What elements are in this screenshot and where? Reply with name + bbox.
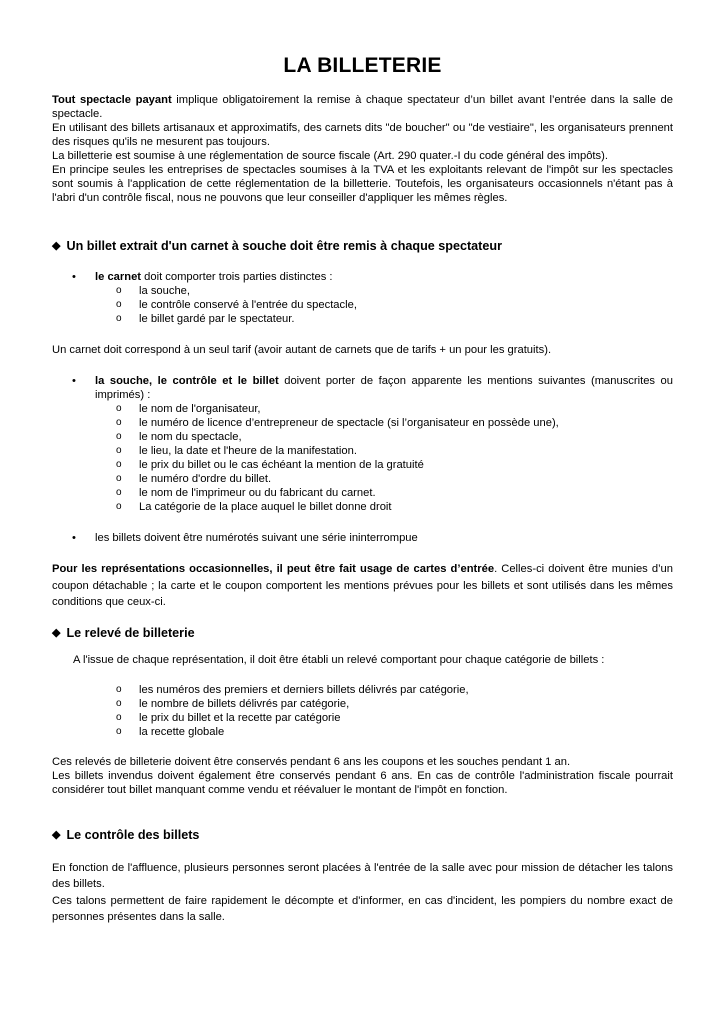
circle-bullet-icon: o <box>116 711 122 723</box>
circle-bullet-icon: o <box>116 299 122 310</box>
list-item-text: le nombre de billets délivrés par catégorie, <box>139 697 350 710</box>
bullet-dot-icon: • <box>72 375 76 387</box>
bullet-bold: la souche, le contrôle et le billet <box>95 375 279 387</box>
bullet-numerotation <box>52 531 673 545</box>
intro-paragraph-3: La billetterie est soumise à une réglementation de source fiscale (Art. 290 quater.-I du code général des impôts). <box>52 150 608 162</box>
circle-bullet-icon: o <box>116 459 122 470</box>
circle-bullet-icon: o <box>116 683 122 695</box>
list-item-text: le lieu, la date et l'heure de la manifestation. <box>139 445 357 457</box>
mentions-list <box>52 402 673 514</box>
controle-paragraph-2: Ces talons permettent de faire rapidement le décompte et d'informer, en cas d'incident, les pompiers du nombre exact de personnes présentes dans la salle. <box>52 894 673 923</box>
list-item-text: le numéro d'ordre du billet. <box>139 473 272 485</box>
bullet-dot-icon: • <box>72 271 76 283</box>
list-item <box>116 416 673 430</box>
list-item <box>116 472 673 486</box>
releve-lead: A l'issue de chaque représentation, il doit être établi un relevé comportant pour chaque catégorie de billets : <box>73 653 605 666</box>
list-item <box>116 711 673 725</box>
intro-bold-lead: Tout spectacle payant <box>52 94 172 106</box>
circle-bullet-icon: o <box>116 725 122 737</box>
list-item-text: le prix du billet ou le cas échéant la mention de la gratuité <box>139 459 424 471</box>
occasional-paragraph <box>52 561 673 611</box>
intro-paragraph-4: En principe seules les entreprises de spectacles soumises à la TVA et les exploitants relevant de l'impôt sur les spectacles sont soumis à l'application de cette réglementation de la billetterie. Toutefois, les organisateurs occasionnels n'étant pas à l'abri d'un contrôle fiscal, nous ne pouvons que leur conseiller d'appliquer les mêmes règles. <box>52 164 673 204</box>
intro-block <box>52 93 673 205</box>
list-item-text: le contrôle conservé à l'entrée du spectacle, <box>139 299 357 311</box>
bullet-text: les billets doivent être numérotés suivant une série ininterrompue <box>95 532 418 544</box>
occasional-rest: . Celles-ci doivent être munies d’un coupon détachable ; la carte et le coupon comportent les mentions prévues pour les billets et sont utilisés dans les mêmes conditions que ceux-ci. <box>52 563 673 608</box>
intro-paragraph-2: En utilisant des billets artisanaux et approximatifs, des carnets dits "de boucher" ou "de vestiaire", les organisateurs prennent des risques qu'ils ne mesurent pas toujours. <box>52 122 673 148</box>
list-item <box>116 284 673 298</box>
document-page <box>52 0 673 926</box>
list-item <box>116 430 673 444</box>
section-heading-carnet <box>52 238 673 254</box>
carnet-note: Un carnet doit correspond à un seul tarif (avoir autant de carnets que de tarifs + un pour les gratuits). <box>52 344 552 356</box>
list-item-text: le nom du spectacle, <box>139 431 242 443</box>
section-heading-controle <box>52 827 673 843</box>
list-item <box>116 444 673 458</box>
section-heading-text: Le contrôle des billets <box>66 827 200 842</box>
releve-paragraph-1: Ces relevés de billeterie doivent être conservés pendant 6 ans les coupons et les souches pendant 1 an. <box>52 755 571 768</box>
circle-bullet-icon: o <box>116 431 122 442</box>
bullet-mentions <box>52 374 673 402</box>
circle-bullet-icon: o <box>116 403 122 414</box>
list-item <box>116 683 673 697</box>
circle-bullet-icon: o <box>116 697 122 709</box>
intro-p1-rest: implique obligatoirement la remise à chaque spectateur d’un billet avant l’entrée dans la salle de spectacle. <box>52 94 673 120</box>
list-item <box>116 312 673 326</box>
bullet-text: doivent porter de façon apparente les mentions suivantes (manuscrites ou imprimés) : <box>95 375 673 401</box>
circle-bullet-icon: o <box>116 487 122 498</box>
releve-paragraph-2: Les billets invendus doivent également être conservés pendant 6 ans. En cas de contrôle l'administration fiscale pourrait considérer tout billet manquant comme vendu et réévaluer le montant de l'impôt en fonction. <box>52 769 673 796</box>
circle-bullet-icon: o <box>116 285 122 296</box>
list-item-text: la recette globale <box>139 725 225 738</box>
occasional-bold: Pour les représentations occasionnelles, il peut être fait usage de cartes d’entrée <box>52 563 495 575</box>
intro-paragraph-1 <box>52 93 673 121</box>
list-item <box>116 486 673 500</box>
circle-bullet-icon: o <box>116 313 122 324</box>
circle-bullet-icon: o <box>116 445 122 456</box>
list-item-text: le nom de l'organisateur, <box>139 403 261 415</box>
bullet-dot-icon: • <box>72 532 76 544</box>
list-item-text: La catégorie de la place auquel le billet donne droit <box>139 501 392 513</box>
circle-bullet-icon: o <box>116 473 122 484</box>
list-item <box>116 402 673 416</box>
section-heading-text: Le relevé de billeterie <box>66 625 195 640</box>
list-item <box>116 697 673 711</box>
list-item-text: les numéros des premiers et derniers billets délivrés par catégorie, <box>139 683 469 696</box>
circle-bullet-icon: o <box>116 501 122 512</box>
diamond-bullet-icon: ◆ <box>52 240 61 252</box>
list-item-text: le numéro de licence d’entrepreneur de spectacle (si l’organisateur en possède une), <box>139 417 559 429</box>
page-title: LA BILLETERIE <box>283 54 442 77</box>
list-item-text: la souche, <box>139 285 190 297</box>
list-item-text: le nom de l'imprimeur ou du fabricant du carnet. <box>139 487 376 499</box>
list-item <box>116 458 673 472</box>
releve-list <box>52 683 673 739</box>
diamond-bullet-icon: ◆ <box>52 626 61 639</box>
list-item <box>116 725 673 739</box>
list-item-text: le billet gardé par le spectateur. <box>139 313 295 325</box>
bullet-text: doit comporter trois parties distinctes : <box>141 271 333 283</box>
list-item-text: le prix du billet et la recette par catégorie <box>139 711 341 724</box>
bullet-bold: le carnet <box>95 271 142 283</box>
carnet-parts-list <box>52 284 673 326</box>
controle-paragraph-1: En fonction de l'affluence, plusieurs personnes seront placées à l'entrée de la salle avec pour mission de détacher les talons des billets. <box>52 861 673 890</box>
bullet-carnet <box>52 270 673 284</box>
list-item <box>116 500 673 514</box>
section-heading-releve <box>52 625 673 641</box>
list-item <box>116 298 673 312</box>
circle-bullet-icon: o <box>116 417 122 428</box>
diamond-bullet-icon: ◆ <box>52 828 61 841</box>
section-heading-text: Un billet extrait d'un carnet à souche doit être remis à chaque spectateur <box>66 239 502 253</box>
